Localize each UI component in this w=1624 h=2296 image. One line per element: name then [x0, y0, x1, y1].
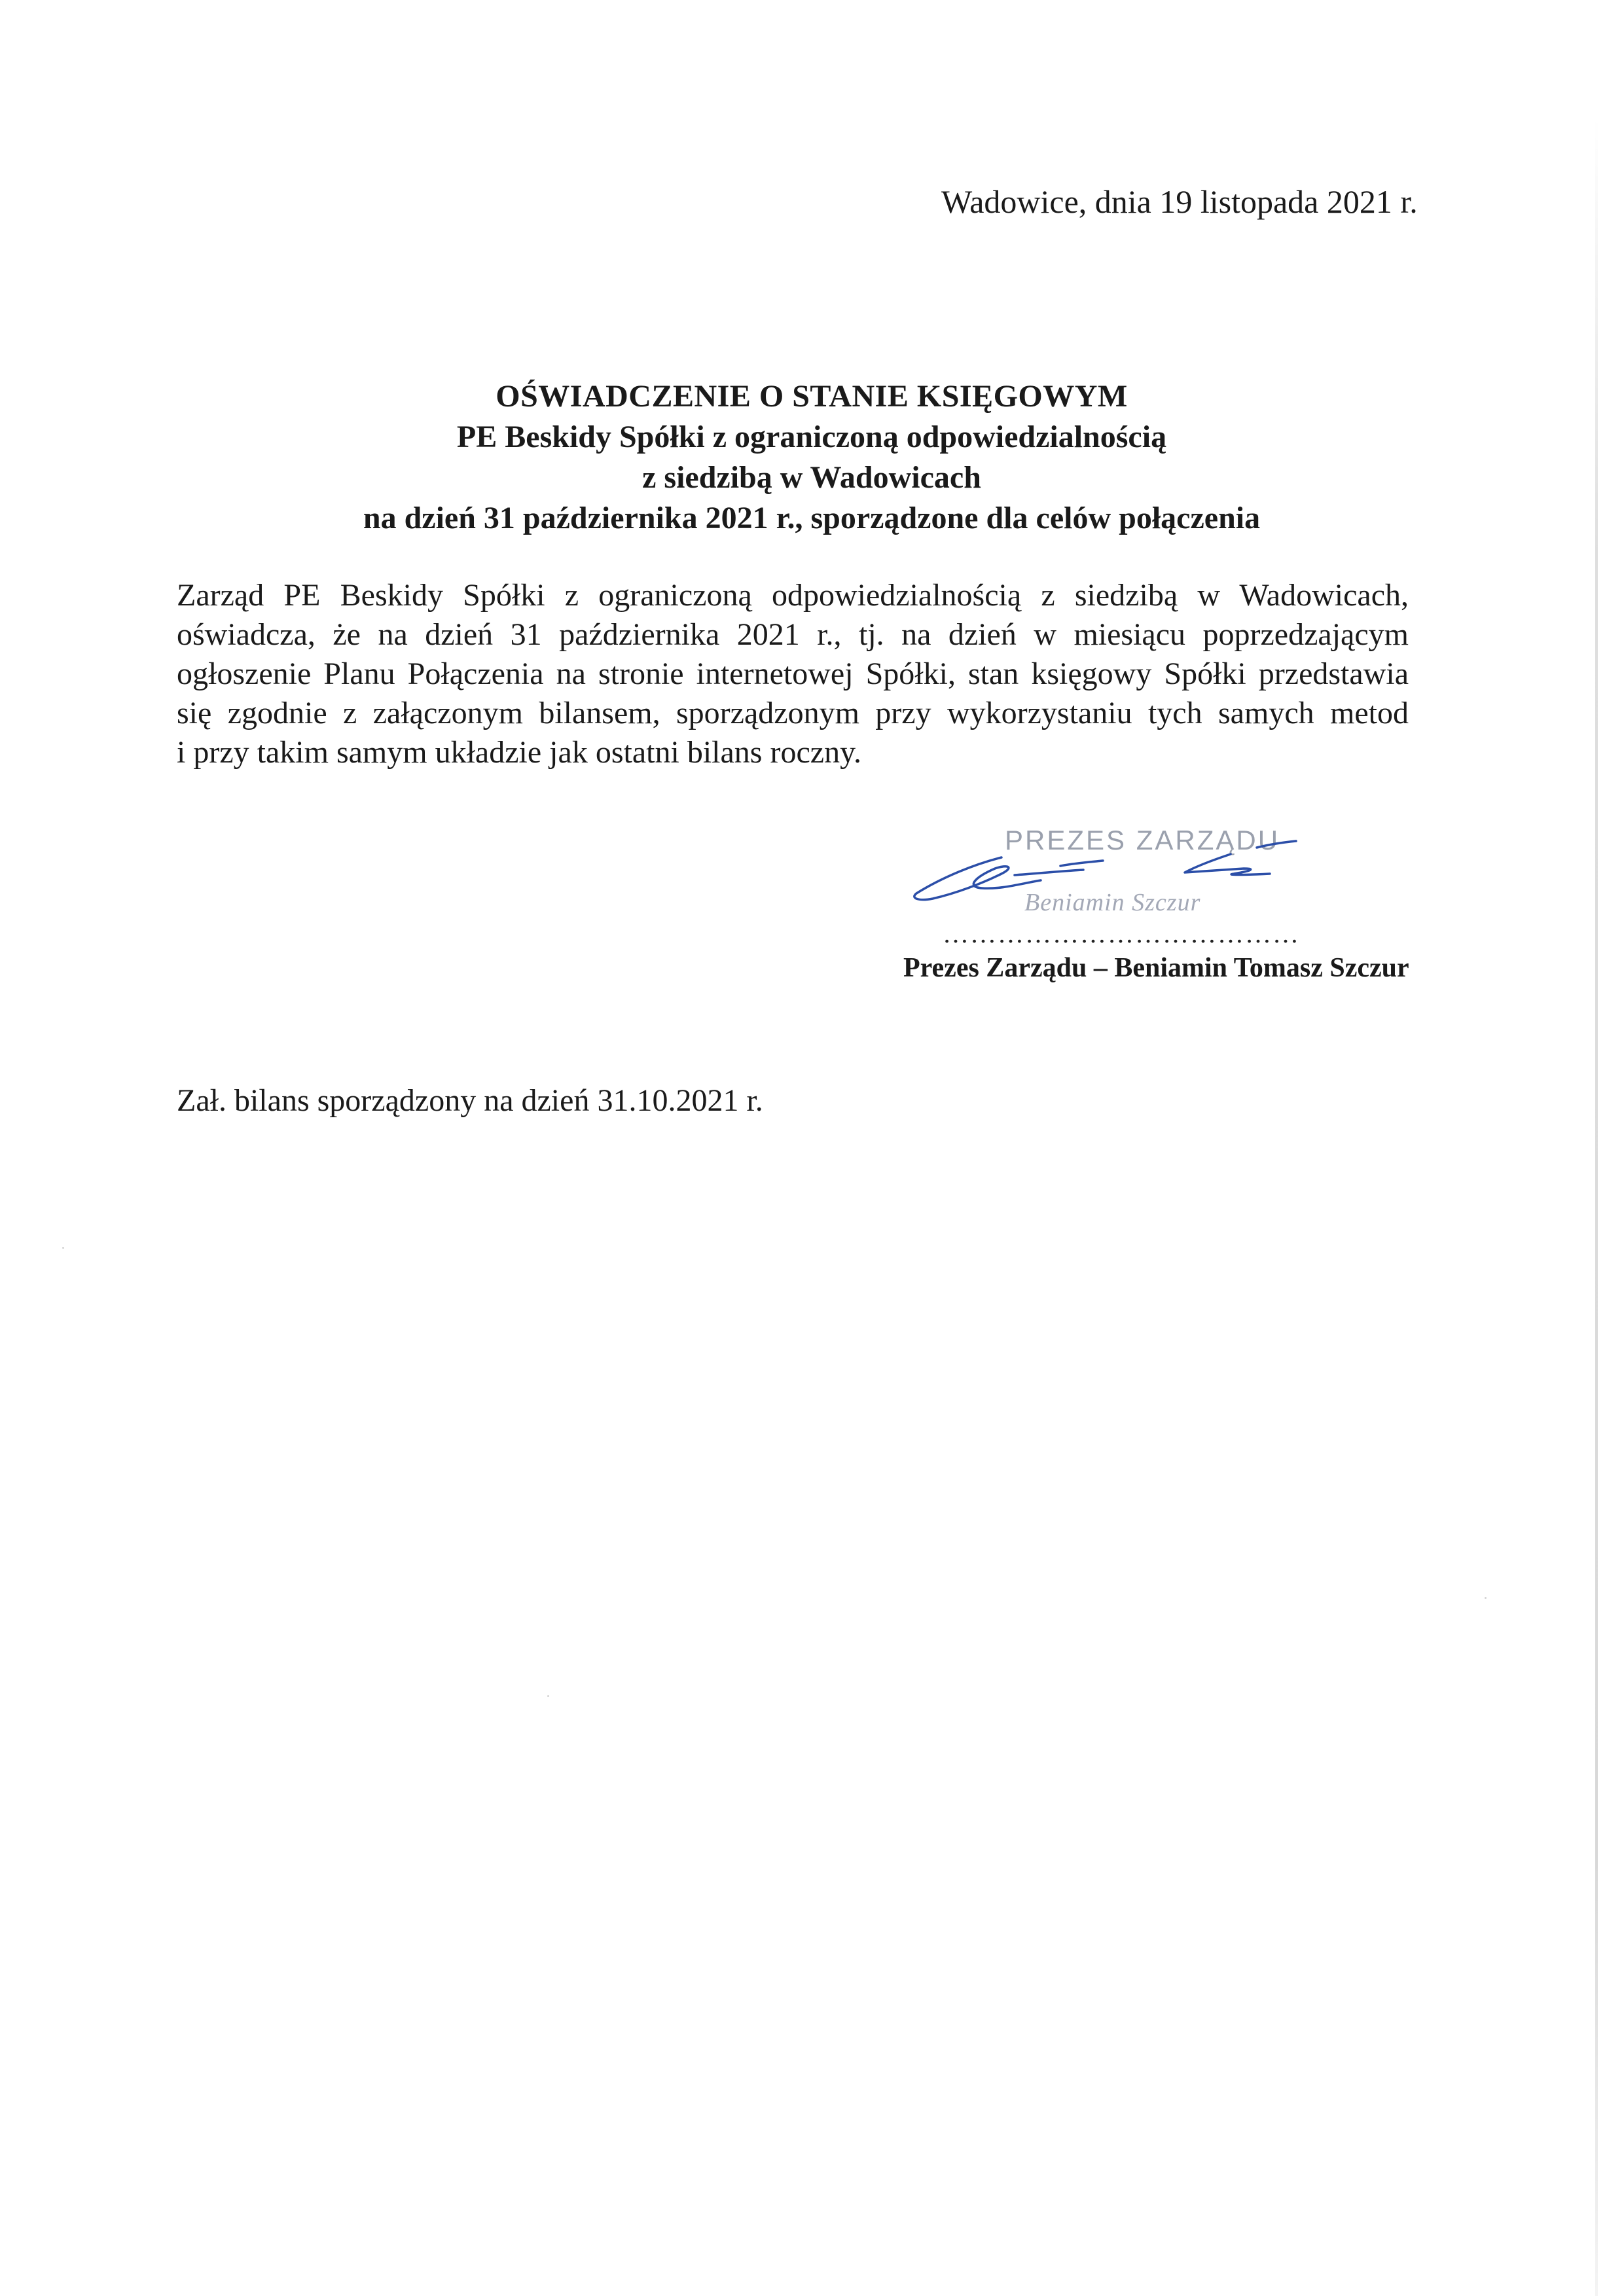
paragraph-line: się zgodnie z załączonym bilansem, sporządzonym przy wykorzystaniu tych samych metod: [177, 696, 1409, 730]
signature-dotted-line: …………………………………: [943, 919, 1300, 948]
signature-block: [903, 815, 1409, 1011]
title-line-3: z siedzibą w Wadowicach: [642, 460, 981, 495]
paragraph-line: ogłoszenie Planu Połączenia na stronie internetowej Spółki, stan księgowy Spółki przedstawia: [177, 656, 1409, 691]
attachment-note: Zał. bilans sporządzony na dzień 31.10.2021 r.: [177, 1083, 763, 1118]
signer-name: Prezes Zarządu – Beniamin Tomasz Szczur: [903, 953, 1409, 983]
scan-speck: [1485, 1597, 1487, 1599]
scan-speck: [62, 1247, 64, 1249]
document-title: [196, 376, 1427, 539]
statement-paragraph: [177, 576, 1409, 772]
title-line-1: OŚWIADCZENIE O STANIE KSIĘGOWYM: [496, 379, 1128, 414]
stamp-title: PREZES ZARZĄDU: [1005, 825, 1280, 855]
scan-edge: [1595, 118, 1598, 2296]
paragraph-line: oświadcza, że na dzień 31 października 2021 r., tj. na dzień w miesiącu poprzedzającym: [177, 617, 1409, 652]
paragraph-line: Zarząd PE Beskidy Spółki z ograniczoną odpowiedzialnością z siedzibą w Wadowicach,: [177, 578, 1409, 613]
date-line: Wadowice, dnia 19 listopada 2021 r.: [941, 183, 1418, 220]
paragraph-line: i przy takim samym układzie jak ostatni bilans roczny.: [177, 735, 861, 770]
stamp-name: Beniamin Szczur: [1024, 889, 1201, 916]
title-line-4: na dzień 31 października 2021 r., sporządzone dla celów połączenia: [363, 501, 1261, 535]
title-line-2: PE Beskidy Spółki z ograniczoną odpowiedzialnością: [456, 420, 1167, 454]
scan-speck: [547, 1695, 549, 1697]
